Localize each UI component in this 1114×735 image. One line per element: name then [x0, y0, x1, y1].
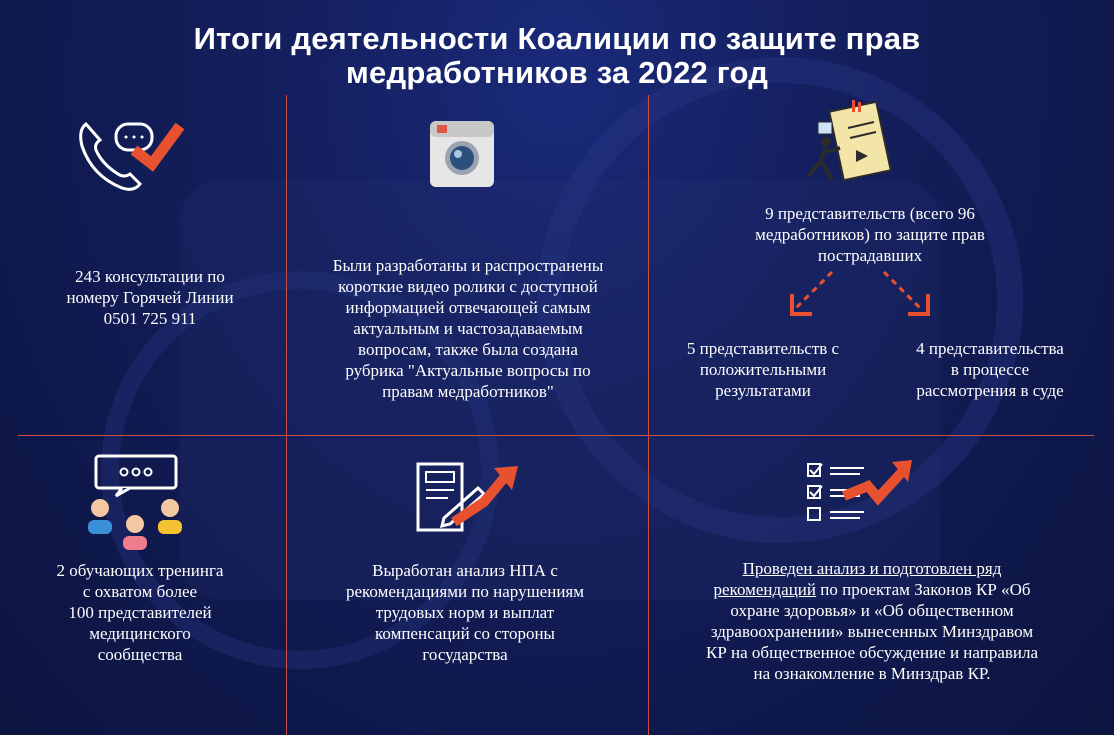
text-line: здравоохранении» вынесенных Минздравом: [710, 622, 1034, 641]
text-fragment: по проектам Законов КР «Об: [816, 580, 1031, 599]
text-line: 2 обучающих тренинга: [56, 561, 224, 580]
divider-vertical-2: [648, 95, 649, 735]
text-line: охране здоровья» и «Об общественном: [730, 601, 1014, 620]
text-line: в процессе: [950, 360, 1030, 379]
text-line: 9 представительств (всего 96: [765, 204, 975, 223]
document-pen-icon: [414, 460, 524, 534]
text-line: с охватом более: [82, 582, 198, 601]
text-line: рекомендациями по нарушениям: [345, 582, 584, 601]
text-line: положительными: [699, 360, 827, 379]
text-line: 5 представительств с: [686, 339, 840, 358]
laws-link-text[interactable]: рекомендаций: [713, 580, 817, 599]
text-line: сообщества: [97, 645, 183, 664]
text-line: информацией отвечающей самым: [345, 298, 591, 317]
text-line: вопросам, также была создана: [358, 340, 578, 359]
camera-icon: [429, 120, 495, 188]
npa-text: [300, 560, 630, 665]
text-line: результатами: [715, 381, 811, 400]
trainings-text: [20, 560, 260, 665]
text-line: рассмотрения в суде: [916, 381, 1064, 400]
text-line: медработников) по защите прав: [755, 225, 985, 244]
hotline-text: [30, 266, 270, 329]
text-line: трудовых норм и выплат: [375, 603, 555, 622]
videos-text: [290, 255, 646, 402]
text-line: медицинского: [89, 624, 191, 643]
text-line: компенсаций со стороны: [375, 624, 555, 643]
divider-horizontal: [18, 435, 1094, 436]
text-line: короткие видео ролики с доступной: [338, 277, 598, 296]
text-line: государства: [422, 645, 508, 664]
representation-positive-text: [668, 338, 858, 401]
text-line: актуальным и частозадаваемым: [353, 319, 583, 338]
text-line: рубрика "Актуальные вопросы по: [345, 361, 591, 380]
text-line: 0501 725 911: [103, 309, 197, 328]
text-line: номеру Горячей Линии: [66, 288, 234, 307]
text-line: [652, 558, 1092, 579]
laws-text: [652, 558, 1092, 684]
text-line: правам медработников": [382, 382, 554, 401]
text-line: Были разработаны и распространены: [332, 256, 604, 275]
divider-vertical-1: [286, 95, 287, 735]
representation-court-text: [890, 338, 1090, 401]
text-line: [652, 579, 1092, 600]
phone-chat-icon: [76, 116, 186, 192]
page-title: [0, 22, 1114, 90]
representation-text: [690, 203, 1050, 266]
text-line: 4 представительства: [916, 339, 1064, 358]
text-line: пострадавших: [817, 246, 923, 265]
title-line-1: Итоги деятельности Коалиции по защите прав: [193, 21, 921, 56]
branch-arrows-icon: [780, 266, 940, 322]
text-line: 243 консультации по: [75, 267, 225, 286]
laws-link-text[interactable]: Проведен анализ и подготовлен ряд: [742, 559, 1002, 578]
discussion-group-icon: [82, 454, 192, 554]
checklist-icon: [804, 458, 916, 524]
running-person-document-icon: [798, 98, 894, 190]
text-line: Выработан анализ НПА с: [372, 561, 558, 580]
text-line: на ознакомление в Минздрав КР.: [753, 664, 991, 683]
text-line: КР на общественное обсуждение и направила: [705, 643, 1039, 662]
title-line-2: медработников за 2022 год: [345, 55, 769, 90]
text-line: 100 представителей: [68, 603, 212, 622]
